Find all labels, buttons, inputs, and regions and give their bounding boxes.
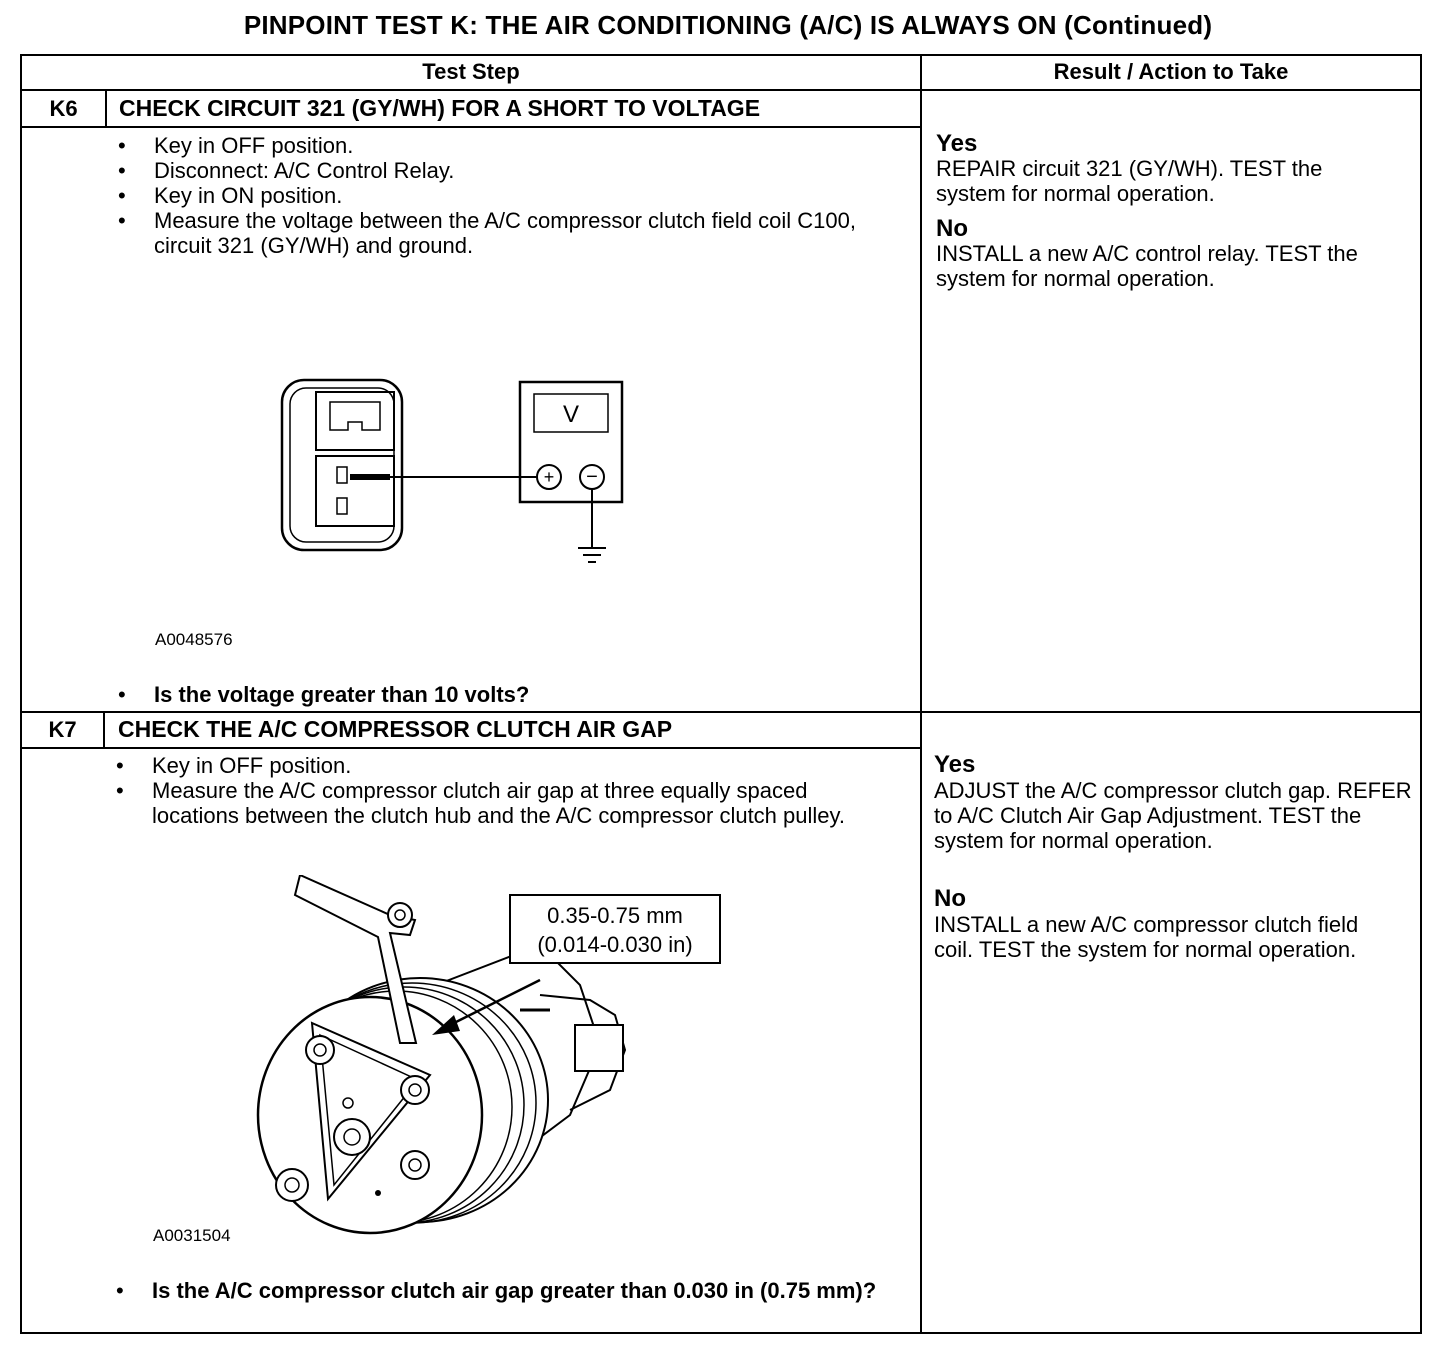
- k6-instructions: [116, 133, 876, 258]
- step-title-k6: CHECK CIRCUIT 321 (GY/WH) FOR A SHORT TO VOLTAGE: [119, 95, 761, 121]
- connector-terminal-2: [337, 498, 347, 514]
- list-item: • Measure the voltage between the A/C compressor clutch field coil C100, circuit 321 (GY/WH) and ground.: [116, 208, 876, 258]
- column-divider: [920, 54, 922, 1334]
- k7-no-label: No: [934, 885, 966, 912]
- k7-yes-label: Yes: [934, 751, 976, 778]
- hub-rivet: [401, 1151, 429, 1179]
- connector-terminal-1: [337, 467, 347, 483]
- list-item: • Key in OFF position.: [116, 133, 876, 158]
- page-title: PINPOINT TEST K: THE AIR CONDITIONING (A/C) IS ALWAYS ON (Continued): [243, 10, 1213, 40]
- connector-latch: [316, 392, 394, 450]
- list-item: • Disconnect: A/C Control Relay.: [116, 158, 876, 183]
- list-item: • Key in ON position.: [116, 183, 876, 208]
- hub-rivet: [401, 1076, 429, 1104]
- test-probe: [350, 474, 390, 480]
- header-result-action: Result / Action to Take: [1053, 59, 1289, 84]
- k7-instructions: [114, 753, 854, 828]
- positive-sign: +: [543, 467, 555, 487]
- k7-id-divider: [103, 711, 105, 749]
- voltmeter: [520, 382, 622, 502]
- k7-yes-text: ADJUST the A/C compressor clutch gap. REFER to A/C Clutch Air Gap Adjustment. TEST the system for normal operation.: [934, 778, 1412, 853]
- k7-title-divider: [20, 747, 921, 749]
- k6-yes-label: Yes: [936, 130, 978, 157]
- compressor-port: [575, 1025, 623, 1071]
- step-divider: [20, 711, 1422, 713]
- negative-sign: −: [586, 466, 598, 488]
- connector-cavity: [316, 456, 394, 526]
- gap-label-in: (0.014-0.030 in): [537, 932, 693, 957]
- connector-inner-body: [290, 388, 394, 542]
- k6-yes-text: REPAIR circuit 321 (GY/WH). TEST the system for normal operation.: [936, 156, 1323, 206]
- connector-latch-detail: [330, 402, 380, 430]
- feeler-gauge-pivot: [388, 903, 412, 927]
- step-title-k7: CHECK THE A/C COMPRESSOR CLUTCH AIR GAP: [118, 716, 673, 742]
- hub-rivet: [306, 1036, 334, 1064]
- k6-title-divider: [20, 126, 921, 128]
- k6-question: • Is the voltage greater than 10 volts?: [116, 682, 914, 707]
- step-id-k7: K7: [48, 717, 77, 742]
- k6-id-divider: [105, 89, 107, 128]
- k6-no-label: No: [936, 215, 968, 242]
- hub-rivet: [276, 1169, 308, 1201]
- k6-no-text: INSTALL a new A/C control relay. TEST the system for normal operation.: [936, 241, 1358, 291]
- list-item: • Key in OFF position.: [114, 753, 854, 778]
- compressor-clutch-diagram: [240, 875, 740, 1255]
- step-id-k6: K6: [49, 96, 78, 121]
- gap-label-mm: 0.35-0.75 mm: [547, 903, 683, 928]
- k7-no-text: INSTALL a new A/C compressor clutch field coil. TEST the system for normal operation.: [934, 912, 1359, 962]
- hub-hole: [375, 1190, 381, 1196]
- connector-body: [282, 380, 402, 550]
- figure-id-k6: A0048576: [155, 630, 233, 649]
- figure-id-k7: A0031504: [153, 1226, 231, 1245]
- voltmeter-diagram: [270, 372, 650, 572]
- voltmeter-symbol: V: [562, 401, 580, 428]
- header-divider: [20, 89, 1422, 91]
- list-item: • Measure the A/C compressor clutch air gap at three equally spaced locations between the clutch hub and the A/C compressor clutch pulley.: [114, 778, 854, 828]
- k7-question: • Is the A/C compressor clutch air gap greater than 0.030 in (0.75 mm)?: [114, 1278, 892, 1303]
- hub-center: [334, 1119, 370, 1155]
- header-test-step: Test Step: [422, 59, 520, 84]
